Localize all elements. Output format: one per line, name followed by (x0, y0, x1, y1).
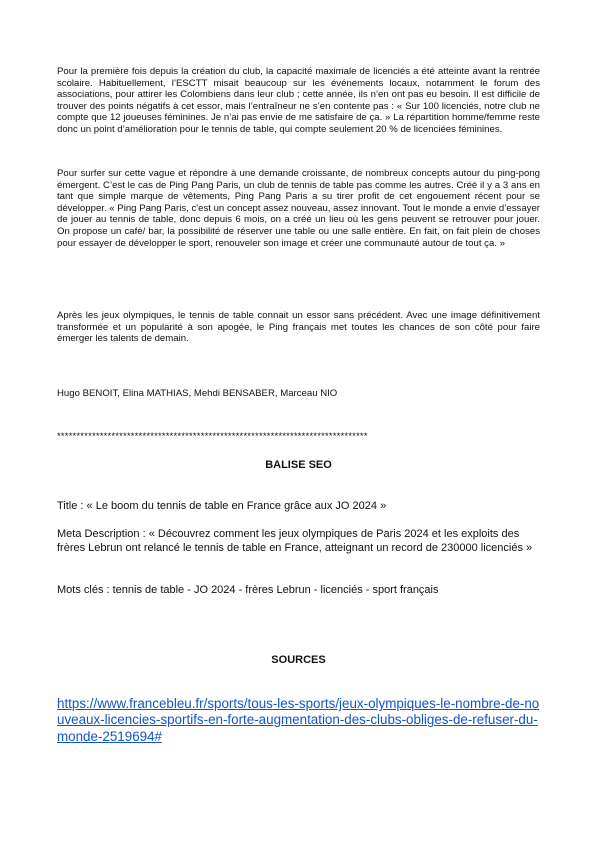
article-paragraph-3: Après les jeux olympiques, le tennis de table connait un essor sans précédent. Avec une image définitivement transformée et un popularité à son apogée, le Ping français met toutes les chances de son côté pour faire émerger les talents de demain. (57, 310, 540, 345)
seo-keywords: Mots clés : tennis de table - JO 2024 - frères Lebrun - licenciés - sport français (57, 584, 439, 596)
source-link[interactable]: https://www.francebleu.fr/sports/tous-les-sports/jeux-olympiques-le-nombre-de-nouveaux-licencies-sportifs-en-forte-augmentation-des-clubs-obliges-de-refuser-du-monde-2519694# (57, 696, 540, 744)
separator-line: ******************************************************************************** (57, 431, 368, 442)
seo-meta-description: Meta Description : « Découvrez comment les jeux olympiques de Paris 2024 et les exploits des frères Lebrun ont relancé le tennis de table en France, atteignant un record de 230000 licenciés » (57, 528, 533, 554)
sources-heading: SOURCES (271, 654, 326, 666)
article-paragraph-1: Pour la première fois depuis la création du club, la capacité maximale de licenciés a été atteinte avant la rentrée scolaire. Habituellement, l’ESCTT misait beaucoup sur les événements locaux, notamment le forum des associations, pour attirer les Colombiens dans leur club ; cette année, ils n’en ont pas eu besoin. Il est difficile de trouver des points négatifs à cet essor, mais l’entraîneur ne s’en contente pas : « Sur 100 licenciés, notre club ne compte que 12 joueuses féminines. Je n’ai pas envie de me satisfaire de ça. » La répartition homme/femme reste donc un point d’amélioration pour le tennis de table, qui compte seulement 20 % de licenciées féminines. (57, 66, 540, 135)
seo-heading: BALISE SEO (265, 459, 332, 471)
seo-title-line: Title : « Le boom du tennis de table en France grâce aux JO 2024 » (57, 500, 387, 512)
authors-line: Hugo BENOIT, Elina MATHIAS, Mehdi BENSABER, Marceau NIO (57, 388, 338, 399)
article-paragraph-2: Pour surfer sur cette vague et répondre à une demande croissante, de nombreux concepts autour du ping-pong émergent. C’est le cas de Ping Pang Paris, un club de tennis de table pas comme les autres. Créé il y a 3 ans en tant que simple marque de vêtements, Ping Pang Paris a su tirer profit de cet engouement récent pour se développer. « Ping Pang Paris, c'est un concept assez nouveau, assez innovant. Tout le monde a envie d’essayer de jouer au tennis de table, donc depuis 6 mois, on a créé un lieu où les gens peuvent se retrouver pour jouer. On propose un café/ bar, la possibilité de réserver une table ou une salle entière. En fait, on fait plein de choses pour essayer de développer le sport, renouveler son image et créer une communauté autour de tout ça. » (57, 168, 540, 249)
